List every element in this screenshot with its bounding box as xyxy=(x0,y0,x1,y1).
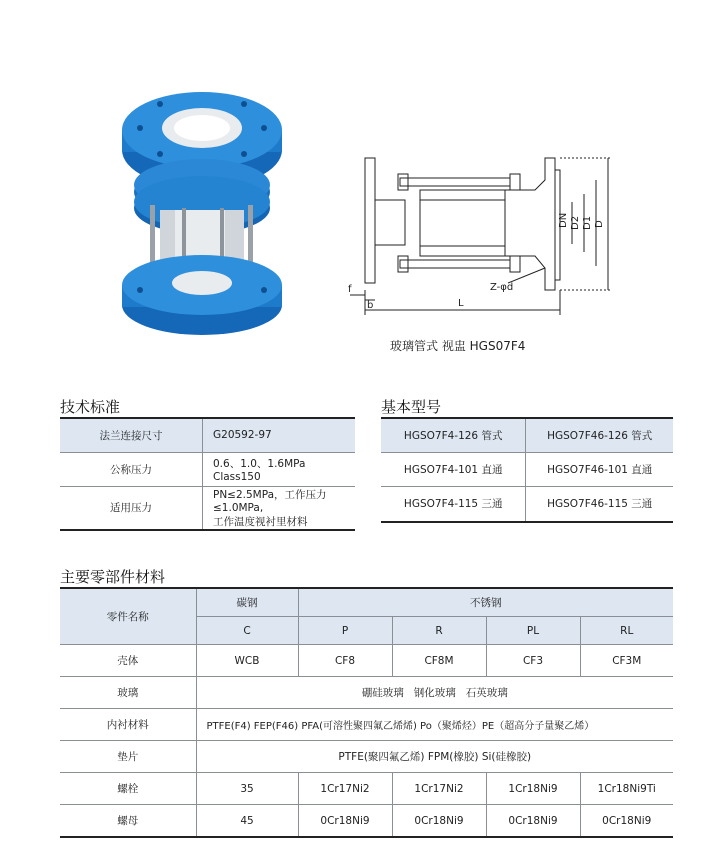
material-cell: 1Cr18Ni9Ti xyxy=(580,773,673,805)
header-code: RL xyxy=(580,617,673,645)
table-row xyxy=(60,805,673,838)
dim-f: f xyxy=(348,284,352,295)
table-row xyxy=(60,486,355,530)
material-cell: 1Cr18Ni9 xyxy=(486,773,580,805)
model-cell: HGSO7F4-126 管式 xyxy=(381,418,526,452)
material-cell: CF8M xyxy=(392,645,486,677)
std-value xyxy=(203,486,356,530)
material-span: PTFE(聚四氟乙烯) FPM(橡胶) Si(硅橡胶) xyxy=(196,741,673,773)
basic-models-title: 基本型号 xyxy=(381,398,442,416)
product-image xyxy=(120,90,285,335)
dim-d2: D2 xyxy=(570,215,581,230)
dim-d: D xyxy=(594,220,605,228)
materials-title: 主要零部件材料 xyxy=(60,568,166,586)
material-cell: 1Cr17Ni2 xyxy=(392,773,486,805)
header-code: C xyxy=(196,617,298,645)
figure-caption: 玻璃管式 视盅 HGS07F4 xyxy=(390,339,526,353)
model-cell: HGSO7F46-115 三通 xyxy=(526,486,673,522)
part-name: 螺母 xyxy=(60,805,196,838)
material-span: 硼硅玻璃 钢化玻璃 石英玻璃 xyxy=(196,677,673,709)
table-row xyxy=(60,452,355,486)
header-code: PL xyxy=(486,617,580,645)
dim-bolts: Z-φd xyxy=(490,282,514,293)
dim-b: b xyxy=(367,300,374,311)
material-cell: 35 xyxy=(196,773,298,805)
table-row xyxy=(60,741,673,773)
std-label: 公称压力 xyxy=(60,452,203,486)
material-cell: CF3M xyxy=(580,645,673,677)
table-row xyxy=(60,677,673,709)
table-row xyxy=(381,486,673,522)
model-cell: HGSO7F4-101 直通 xyxy=(381,452,526,486)
part-name: 内衬材料 xyxy=(60,709,196,741)
material-cell: 0Cr18Ni9 xyxy=(580,805,673,838)
model-cell: HGSO7F4-115 三通 xyxy=(381,486,526,522)
material-cell: 0Cr18Ni9 xyxy=(486,805,580,838)
dim-l: L xyxy=(458,298,464,309)
header-part-name: 零件名称 xyxy=(60,588,196,645)
part-name: 垫片 xyxy=(60,741,196,773)
table-row xyxy=(381,452,673,486)
table-row xyxy=(60,645,673,677)
dim-dn: DN xyxy=(558,212,569,228)
header-stainless: 不锈钢 xyxy=(298,588,673,617)
header-code: R xyxy=(392,617,486,645)
model-cell: HGSO7F46-126 管式 xyxy=(526,418,673,452)
std-label: 法兰连接尺寸 xyxy=(60,418,203,452)
part-name: 玻璃 xyxy=(60,677,196,709)
material-cell: WCB xyxy=(196,645,298,677)
table-row xyxy=(60,418,355,452)
material-cell: 0Cr18Ni9 xyxy=(392,805,486,838)
std-value-line: Class150 xyxy=(213,470,261,483)
part-name: 壳体 xyxy=(60,645,196,677)
table-row xyxy=(60,709,673,741)
tech-standard-table xyxy=(60,417,355,531)
std-value xyxy=(203,452,356,486)
std-value-line: 0.6、1.0、1.6MPa xyxy=(213,457,306,470)
header-carbon-steel: 碳钢 xyxy=(196,588,298,617)
model-cell: HGSO7F46-101 直通 xyxy=(526,452,673,486)
table-row xyxy=(381,418,673,452)
table-row xyxy=(60,588,673,617)
basic-models-table xyxy=(381,417,673,523)
material-cell: 45 xyxy=(196,805,298,838)
std-value-line: PN≤2.5MPa，工作压力≤1.0MPa, xyxy=(213,488,327,514)
part-name: 螺栓 xyxy=(60,773,196,805)
header-code: P xyxy=(298,617,392,645)
table-row xyxy=(60,773,673,805)
material-cell: CF8 xyxy=(298,645,392,677)
material-span: PTFE(F4) FEP(F46) PFA(可溶性聚四氟乙烯烯) Po（聚烯烃）PE（超高分子量聚乙烯） xyxy=(196,709,673,741)
std-value-line: 工作温度视衬里材料 xyxy=(213,515,308,528)
material-cell: 0Cr18Ni9 xyxy=(298,805,392,838)
dim-d1: D1 xyxy=(582,215,593,230)
std-label: 适用压力 xyxy=(60,486,203,530)
tech-standard-title: 技术标准 xyxy=(60,398,121,416)
material-cell: CF3 xyxy=(486,645,580,677)
material-cell: 1Cr17Ni2 xyxy=(298,773,392,805)
dimension-drawing xyxy=(340,150,640,325)
materials-table xyxy=(60,587,673,838)
std-value: G20592-97 xyxy=(203,418,356,452)
